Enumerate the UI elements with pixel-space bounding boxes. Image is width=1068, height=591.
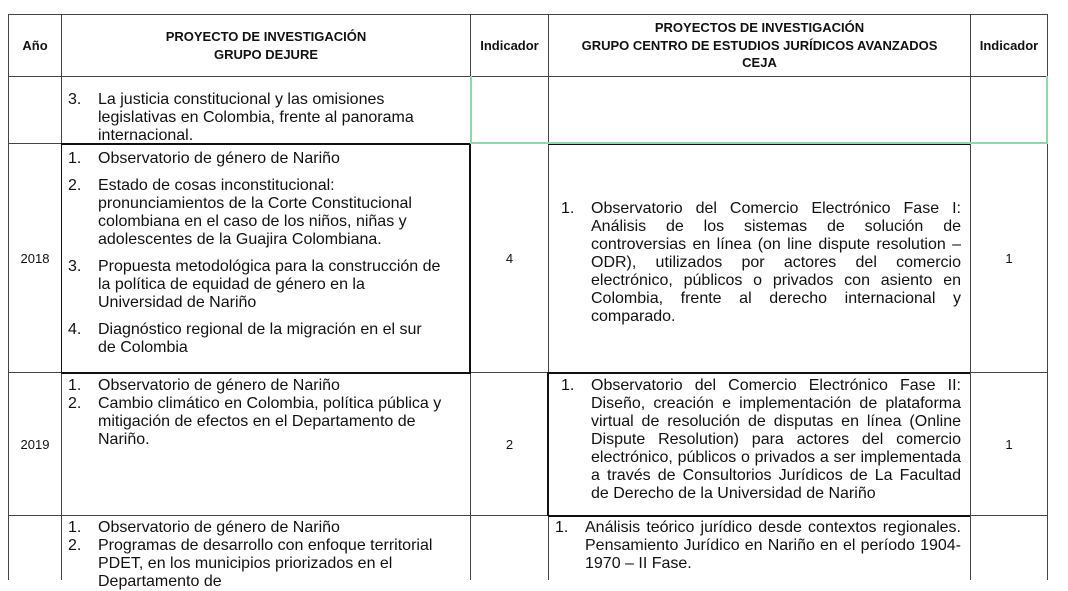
ceja-project-list: [549, 519, 961, 573]
list-item: [62, 395, 442, 449]
list-item-number: 2.: [68, 537, 82, 554]
header-dejure: [62, 15, 470, 76]
header-dejure-line2: GRUPO DEJURE: [213, 46, 319, 62]
list-item-number: 1.: [68, 377, 82, 394]
list-item-text: Observatorio del Comercio Electrónico Fase II: Diseño, creación e implementación de plataforma virtual de resolución de disputas en línea (Online Dispute Resolution) para actores del comercio electrónico, públicos o privados a ser implementada a través de Consultorios Jurídicos de La Facultad de Derecho de la Universidad de Nariño: [591, 377, 961, 502]
list-item-number: 3.: [68, 258, 82, 275]
list-item-text: Observatorio de género de Nariño: [98, 150, 340, 167]
list-item: [62, 150, 442, 168]
highlight-border: [470, 76, 472, 144]
list-item-number: 2.: [68, 395, 82, 412]
cell-emphasis-border: [548, 515, 970, 517]
header-indicator-label: Indicador: [480, 37, 539, 53]
header-ceja-line2: GRUPO CENTRO DE ESTUDIOS JURÍDICOS AVANZADOS: [581, 37, 938, 53]
list-item-number: 1.: [68, 150, 82, 167]
header-dejure-line1: PROYECTO DE INVESTIGACIÓN: [165, 29, 367, 44]
highlight-border: [1046, 76, 1048, 144]
header-year-label: Año: [22, 37, 48, 53]
indicator-cell: [471, 374, 548, 515]
row-divider: [8, 76, 1048, 77]
indicator-cell: [971, 145, 1047, 372]
list-item: [555, 377, 961, 503]
header-year: [9, 15, 61, 76]
list-item: [62, 177, 442, 249]
list-item: [62, 377, 442, 395]
list-item-number: 1.: [561, 377, 575, 394]
year-value: 2018: [20, 250, 50, 266]
list-item: [555, 200, 961, 326]
header-indicator: [471, 15, 548, 76]
list-item-text: Observatorio de género de Nariño: [98, 519, 340, 536]
list-item: [62, 91, 442, 145]
header-indicator-2: [971, 15, 1047, 76]
year-cell: [9, 374, 61, 515]
header-ceja-line3: CEJA: [742, 55, 777, 71]
list-item-text: Observatorio de género de Nariño: [98, 377, 340, 394]
indicator-value: 2: [505, 436, 514, 452]
list-item-text: Análisis teórico jurídico desde contextos regionales. Pensamiento Jurídico en Nariño en el período 1904-1970 – II Fase.: [585, 519, 961, 572]
header-ceja-line1: PROYECTOS DE INVESTIGACIÓN: [654, 20, 865, 36]
list-item-text: Diagnóstico regional de la migración en el sur de Colombia: [98, 321, 422, 356]
list-item-text: Cambio climático en Colombia, política pública y mitigación de efectos en el Departamento de Nariño.: [98, 395, 442, 448]
list-item-text: Estado de cosas inconstitucional: pronunciamientos de la Corte Constitucional colombiana en el caso de los niños, niñas y adolescentes de la Guajira Colombiana.: [98, 177, 412, 248]
list-item-text: La justicia constitucional y las omisiones legislativas en Colombia, frente al panorama internacional.: [98, 91, 414, 144]
ceja-project-list: [555, 200, 961, 326]
cell-emphasis-border: [548, 372, 970, 374]
dejure-project-list: [62, 150, 442, 357]
list-item: [62, 519, 442, 537]
list-item-text: Propuesta metodológica para la construcción de la política de equidad de género en la Universidad de Nariño: [98, 258, 441, 311]
dejure-project-list: [62, 519, 442, 591]
list-item-number: 4.: [68, 321, 82, 338]
indicator-value: 1: [1005, 436, 1013, 452]
year-value: 2019: [20, 436, 50, 452]
list-item-text: Observatorio del Comercio Electrónico Fase I: Análisis de los sistemas de solución de controversias en línea (on line dispute resolution – ODR), utilizados por actores del comercio electrónico, públicos o privados con asiento en Colombia, frente al derecho internacional y comparado.: [591, 200, 961, 325]
year-cell: [9, 145, 61, 372]
list-item-text: Programas de desarrollo con enfoque territorial PDET, en los municipios priorizados en el Departamento de: [98, 537, 433, 590]
indicator-value: 1: [1005, 250, 1013, 266]
list-item: [62, 321, 442, 357]
list-item-number: 1.: [68, 519, 82, 536]
list-item: [549, 519, 961, 573]
dejure-project-list: [62, 377, 442, 449]
list-item: [62, 537, 442, 591]
header-ceja: [549, 15, 970, 76]
list-item-number: 1.: [561, 200, 575, 217]
ceja-project-list: [555, 377, 961, 503]
indicator-cell: [471, 145, 548, 372]
list-item: [62, 258, 442, 312]
indicator-cell: [971, 374, 1047, 515]
list-item-number: 1.: [555, 519, 569, 536]
list-item-number: 2.: [68, 177, 82, 194]
indicator-value: 4: [505, 250, 514, 266]
cell-emphasis-border: [61, 372, 471, 374]
table-row: [62, 91, 442, 145]
header-indicator2-label: Indicador: [979, 37, 1039, 53]
highlight-border: [470, 142, 1048, 144]
list-item-number: 3.: [68, 91, 82, 108]
